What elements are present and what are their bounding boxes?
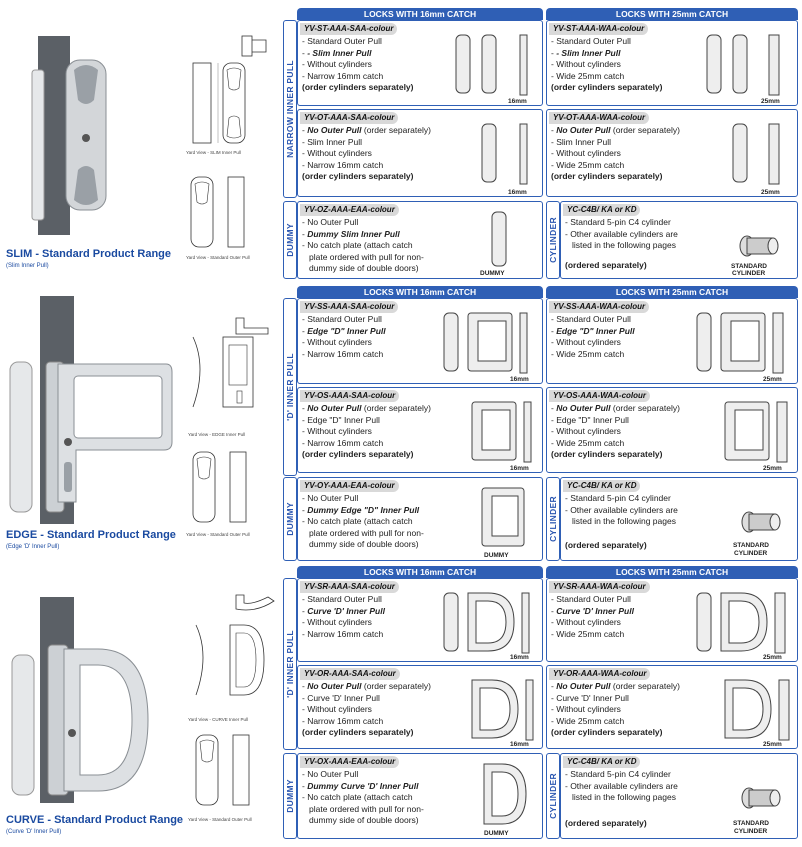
slim-product-name: SLIM - Standard Product Range — [6, 248, 172, 260]
line: - Without cylinders — [551, 704, 621, 715]
line: - Narrow 16mm catch — [302, 70, 384, 81]
line: - Narrow 16mm catch — [302, 715, 384, 726]
product-code: YC-C4B/ KA or KD — [563, 480, 640, 492]
cylinder-label: STANDARD — [731, 263, 767, 270]
line: (order separately) — [361, 125, 431, 135]
curve-cylinder-box — [560, 753, 798, 839]
line: listed in the following pages — [572, 792, 676, 803]
product-code: YV-OX-AAA-EAA-colour — [300, 756, 399, 768]
line-bold: No Outer Pull — [307, 125, 362, 135]
product-code: YV-SR-AAA-WAA-colour — [549, 581, 650, 593]
edge-16b-illustration — [466, 396, 540, 468]
slim-25-illustration — [699, 29, 791, 103]
product-code: YV-SS-AAA-WAA-colour — [549, 301, 649, 313]
line: dummy side of double doors) — [309, 815, 419, 826]
edge-outer-drawing — [185, 447, 265, 532]
product-code: YV-OT-AAA-WAA-colour — [549, 112, 649, 124]
catch-size: 25mm — [763, 654, 782, 661]
product-code: YV-OS-AAA-WAA-colour — [549, 390, 650, 402]
footnote: (ordered separately) — [565, 259, 647, 270]
cylinder-icon — [739, 508, 789, 538]
header-16mm: LOCKS WITH 16mm CATCH — [297, 566, 543, 578]
line: - Without cylinders — [551, 426, 621, 437]
line: listed in the following pages — [572, 516, 676, 527]
product-code: YV-OR-AAA-SAA-colour — [300, 668, 400, 680]
line: (order separately) — [610, 681, 680, 691]
product-images-column — [0, 0, 282, 847]
line-bold: Curve 'D' Inner Pull — [307, 605, 385, 616]
line: plate ordered with pull for non- — [309, 803, 424, 814]
cylinder-label: CYLINDER — [734, 550, 768, 557]
edge-16-standard-box: YV-SS-AAA-SAA-colour - Standard Outer Pull - Edge "D" Inner Pull - Without cylinders - Narrow 16mm catch 16mm — [297, 298, 543, 384]
line: - Standard Outer Pull — [302, 36, 382, 46]
footnote: (order cylinders separately) — [302, 727, 414, 738]
line: - No catch plate (attach catch — [302, 240, 413, 251]
slim-lock-photo — [14, 30, 124, 235]
line: (order separately) — [361, 681, 431, 691]
product-code: YV-OT-AAA-SAA-colour — [300, 112, 398, 124]
line: - No Outer Pull — [302, 769, 359, 779]
curve-inner-drawing — [188, 605, 268, 715]
product-code: YV-ST-AAA-WAA-colour — [549, 23, 648, 35]
catch-size: 16mm — [510, 376, 529, 383]
slim-product-sub: (Slim Inner Pull) — [6, 263, 49, 269]
curve-section — [283, 566, 802, 844]
edge-product — [0, 282, 282, 562]
dummy-label: DUMMY — [484, 830, 509, 837]
footnote: (order cylinders separately) — [551, 727, 663, 738]
line-bold: - Slim Inner Pull — [307, 47, 372, 58]
line: - Without cylinders — [551, 148, 621, 159]
cylinder-tab: CYLINDER — [546, 753, 560, 839]
line-bold: No Outer Pull — [556, 403, 611, 413]
line: - Wide 25mm catch — [551, 70, 625, 81]
edge-25-illustration — [691, 307, 793, 379]
slim-inner-caption: Yard View - SLIM Inner Pull — [186, 150, 241, 155]
line: - Standard Outer Pull — [302, 314, 382, 324]
edge-dummy-illustration — [478, 484, 528, 550]
line: - Wide 25mm catch — [551, 628, 625, 639]
curve-25b-illustration — [719, 674, 795, 746]
line: plate ordered with pull for non- — [309, 527, 424, 538]
line: - Narrow 16mm catch — [302, 348, 384, 359]
slim-product — [0, 0, 282, 280]
line: (order separately) — [610, 403, 680, 413]
line: - No catch plate (attach catch — [302, 516, 413, 527]
product-code: YV-OZ-AAA-EAA-colour — [300, 204, 399, 216]
catch-size: 16mm — [508, 98, 527, 105]
curve-25-illustration — [691, 587, 793, 659]
catch-size: 16mm — [510, 741, 529, 748]
curve-inner-caption: Yard View - CURVE Inner Pull — [188, 717, 249, 722]
line: - Standard Outer Pull — [551, 36, 631, 46]
slim-outer-drawing — [183, 172, 263, 257]
edge-top-drawing — [232, 312, 272, 342]
line: listed in the following pages — [572, 240, 676, 251]
dummy-tab: DUMMY — [283, 477, 297, 561]
curve-top-drawing — [232, 587, 278, 617]
edge-section — [283, 286, 802, 564]
catch-size: 25mm — [761, 189, 780, 196]
footnote: (order cylinders separately) — [551, 449, 663, 460]
cylinder-tab: CYLINDER — [546, 477, 560, 561]
line: - No Outer Pull — [302, 217, 359, 227]
edge-25-standard-box: YV-SS-AAA-WAA-colour - Standard Outer Pull - Edge "D" Inner Pull - Without cylinders - Wide 25mm catch 25mm — [546, 298, 798, 384]
curve-25-no-outer-box: YV-OR-AAA-WAA-colour - No Outer Pull (order separately) - Curve 'D' Inner Pull - Without cylinders - Wide 25mm catch (order cylinders separately) 25mm — [546, 665, 798, 749]
product-code: YV-OY-AAA-EAA-colour — [300, 480, 399, 492]
line: - Wide 25mm catch — [551, 159, 625, 170]
cylinder-icon — [737, 232, 787, 262]
line: - Without cylinders — [302, 704, 372, 715]
d-inner-pull-tab: 'D' INNER PULL — [283, 578, 297, 750]
line: - Narrow 16mm catch — [302, 628, 384, 639]
line: - Standard 5-pin C4 cylinder — [565, 493, 671, 503]
catch-size: 16mm — [508, 189, 527, 196]
line: - Without cylinders — [302, 426, 372, 437]
header-16mm: LOCKS WITH 16mm CATCH — [297, 8, 543, 20]
line: - Standard 5-pin C4 cylinder — [565, 769, 671, 779]
curve-outer-caption: Yard View - Standard Outer Pull — [188, 817, 252, 822]
cylinder-icon — [739, 784, 789, 814]
line: dummy side of double doors) — [309, 263, 419, 274]
dummy-tab: DUMMY — [283, 201, 297, 279]
line-bold: No Outer Pull — [307, 681, 362, 691]
header-25mm: LOCKS WITH 25mm CATCH — [546, 8, 798, 20]
edge-dummy-box: YV-OY-AAA-EAA-colour - No Outer Pull - Dummy Edge "D" Inner Pull - No catch plate (attach catch plate ordered with pull for non- dummy side of double doors) DUMMY — [297, 477, 543, 561]
catch-size: 25mm — [763, 741, 782, 748]
header-16mm: LOCKS WITH 16mm CATCH — [297, 286, 543, 298]
catch-size: 25mm — [761, 98, 780, 105]
cylinder-label: CYLINDER — [732, 270, 766, 277]
line: - Curve 'D' Inner Pull — [551, 692, 629, 703]
slim-top-drawing — [238, 30, 270, 60]
line: - Slim Inner Pull — [302, 136, 362, 147]
slim-25b-illustration — [725, 118, 795, 192]
slim-25-standard-box: YV-ST-AAA-WAA-colour - Standard Outer Pull - - Slim Inner Pull - Without cylinders - Wide 25mm catch (order cylinders separately) 25mm — [546, 20, 798, 106]
line: - Without cylinders — [302, 148, 372, 159]
line: - Without cylinders — [551, 337, 621, 348]
curve-16-no-outer-box: YV-OR-AAA-SAA-colour - No Outer Pull (order separately) - Curve 'D' Inner Pull - Without cylinders - Narrow 16mm catch (order cylinders separately) 16mm — [297, 665, 543, 749]
line: - Narrow 16mm catch — [302, 437, 384, 448]
edge-25b-illustration — [719, 396, 795, 468]
line: - Wide 25mm catch — [551, 715, 625, 726]
line: - Narrow 16mm catch — [302, 159, 384, 170]
edge-16-illustration — [438, 307, 538, 379]
line: plate ordered with pull for non- — [309, 251, 424, 262]
slim-outer-caption: Yard View - Standard Outer Pull — [186, 255, 250, 260]
slim-section — [283, 8, 802, 284]
curve-outer-drawing — [188, 730, 268, 815]
edge-product-name: EDGE - Standard Product Range — [6, 529, 176, 541]
curve-dummy-illustration — [478, 760, 530, 828]
catch-size: 16mm — [510, 465, 529, 472]
line: - Other available cylinders are — [565, 780, 678, 791]
line-bold: Dummy Slim Inner Pull — [307, 228, 400, 239]
product-code: YV-SS-AAA-SAA-colour — [300, 301, 398, 313]
line-bold: No Outer Pull — [556, 125, 611, 135]
line-bold: Dummy Curve 'D' Inner Pull — [307, 780, 419, 791]
line-bold: Edge "D" Inner Pull — [307, 325, 386, 336]
line: - Other available cylinders are — [565, 504, 678, 515]
edge-25-no-outer-box: YV-OS-AAA-WAA-colour - No Outer Pull (order separately) - Edge "D" Inner Pull - Without cylinders - Wide 25mm catch (order cylinders separately) 25mm — [546, 387, 798, 473]
line: - No catch plate (attach catch — [302, 792, 413, 803]
slim-16-illustration — [448, 29, 538, 103]
slim-dummy-illustration — [480, 208, 520, 270]
edge-product-sub: (Edge 'D' Inner Pull) — [6, 544, 60, 550]
edge-16-no-outer-box: YV-OS-AAA-SAA-colour - No Outer Pull (order separately) - Edge "D" Inner Pull - Without cylinders - Narrow 16mm catch (order cylinders separately) 16mm — [297, 387, 543, 473]
footnote: (order cylinders separately) — [551, 171, 663, 182]
line: (order separately) — [361, 403, 431, 413]
curve-product-sub: (Curve 'D' Inner Pull) — [6, 829, 62, 835]
footnote: (order cylinders separately) — [302, 449, 414, 460]
slim-inner-drawing — [183, 58, 263, 153]
cylinder-label: CYLINDER — [734, 828, 768, 835]
line-bold: No Outer Pull — [307, 403, 362, 413]
line: - Edge "D" Inner Pull — [302, 414, 380, 425]
catch-size: 25mm — [763, 465, 782, 472]
product-code: YC-C4B/ KA or KD — [563, 204, 640, 216]
line: - Curve 'D' Inner Pull — [302, 692, 380, 703]
line: (order separately) — [610, 125, 680, 135]
footnote: (ordered separately) — [565, 539, 647, 550]
footnote: (order cylinders separately) — [302, 171, 414, 182]
header-25mm: LOCKS WITH 25mm CATCH — [546, 286, 798, 298]
slim-16-standard-box: YV-ST-AAA-SAA-colour - Standard Outer Pull - - Slim Inner Pull - Without cylinders - Narrow 16mm catch (order cylinders separately) 16mm — [297, 20, 543, 106]
line: - Wide 25mm catch — [551, 348, 625, 359]
line-bold: Edge "D" Inner Pull — [556, 325, 635, 336]
curve-16-illustration — [438, 587, 538, 659]
curve-25-standard-box: YV-SR-AAA-WAA-colour - Standard Outer Pull - Curve 'D' Inner Pull - Without cylinders - Wide 25mm catch 25mm — [546, 578, 798, 662]
slim-25-no-outer-box: YV-OT-AAA-WAA-colour - No Outer Pull (order separately) - Slim Inner Pull - Without cylinders - Wide 25mm catch (order cylinders separately) 25mm — [546, 109, 798, 197]
line: - Slim Inner Pull — [551, 136, 611, 147]
product-code: YV-SR-AAA-SAA-colour — [300, 581, 399, 593]
product-code: YV-ST-AAA-SAA-colour — [300, 23, 397, 35]
product-code: YV-OR-AAA-WAA-colour — [549, 668, 650, 680]
line: - Without cylinders — [302, 617, 372, 628]
edge-inner-caption: Yard View - EDGE Inner Pull — [188, 432, 246, 437]
line: - Without cylinders — [302, 337, 372, 348]
line-bold: Curve 'D' Inner Pull — [556, 605, 634, 616]
slim-16b-illustration — [470, 118, 540, 192]
curve-product-name: CURVE - Standard Product Range — [6, 814, 184, 826]
line: dummy side of double doors) — [309, 539, 419, 550]
line: - Without cylinders — [551, 617, 621, 628]
line: - Edge "D" Inner Pull — [551, 414, 629, 425]
narrow-inner-pull-tab: NARROW INNER PULL — [283, 20, 297, 198]
curve-16b-illustration — [466, 674, 540, 746]
slim-16-no-outer-box: YV-OT-AAA-SAA-colour - No Outer Pull (order separately) - Slim Inner Pull - Without cylinders - Narrow 16mm catch (order cylinders separately) 16mm — [297, 109, 543, 197]
line-bold: Dummy Edge "D" Inner Pull — [307, 504, 420, 515]
edge-cylinder-box — [560, 477, 798, 561]
line-bold: - Slim Inner Pull — [556, 47, 621, 58]
line: - Standard Outer Pull — [302, 594, 382, 604]
catch-size: 16mm — [510, 654, 529, 661]
line: - Standard Outer Pull — [551, 594, 631, 604]
cylinder-tab: CYLINDER — [546, 201, 560, 279]
footnote: (order cylinders separately) — [302, 82, 414, 93]
d-inner-pull-tab: 'D' INNER PULL — [283, 298, 297, 476]
slim-cylinder-box — [560, 201, 798, 279]
line: - Standard Outer Pull — [551, 314, 631, 324]
line: - Wide 25mm catch — [551, 437, 625, 448]
line: - No Outer Pull — [302, 493, 359, 503]
slim-dummy-box: YV-OZ-AAA-EAA-colour - No Outer Pull - Dummy Slim Inner Pull - No catch plate (attach catch plate ordered with pull for non- dummy side of double doors) DUMMY — [297, 201, 543, 279]
cylinder-label: STANDARD — [733, 820, 769, 827]
product-code: YV-OS-AAA-SAA-colour — [300, 390, 399, 402]
curve-product — [0, 565, 282, 845]
dummy-tab: DUMMY — [283, 753, 297, 839]
product-code: YC-C4B/ KA or KD — [563, 756, 640, 768]
line: - Standard 5-pin C4 cylinder — [565, 217, 671, 227]
curve-dummy-box: YV-OX-AAA-EAA-colour - No Outer Pull - Dummy Curve 'D' Inner Pull - No catch plate (attach catch plate ordered with pull for non- dummy side of double doors) DUMMY — [297, 753, 543, 839]
edge-lock-photo — [6, 292, 176, 527]
line: - Other available cylinders are — [565, 228, 678, 239]
catch-size: 25mm — [763, 376, 782, 383]
footnote: (order cylinders separately) — [551, 82, 663, 93]
cylinder-label: STANDARD — [733, 542, 769, 549]
curve-16-standard-box: YV-SR-AAA-SAA-colour - Standard Outer Pull - Curve 'D' Inner Pull - Without cylinders - Narrow 16mm catch 16mm — [297, 578, 543, 662]
dummy-label: DUMMY — [484, 552, 509, 559]
header-25mm: LOCKS WITH 25mm CATCH — [546, 566, 798, 578]
edge-outer-caption: Yard View - Standard Outer Pull — [186, 532, 250, 537]
dummy-label: DUMMY — [480, 270, 505, 277]
line: - Without cylinders — [302, 59, 372, 70]
curve-lock-photo — [8, 595, 158, 805]
line: - Without cylinders — [551, 59, 621, 70]
line-bold: No Outer Pull — [556, 681, 611, 691]
footnote: (ordered separately) — [565, 817, 647, 828]
